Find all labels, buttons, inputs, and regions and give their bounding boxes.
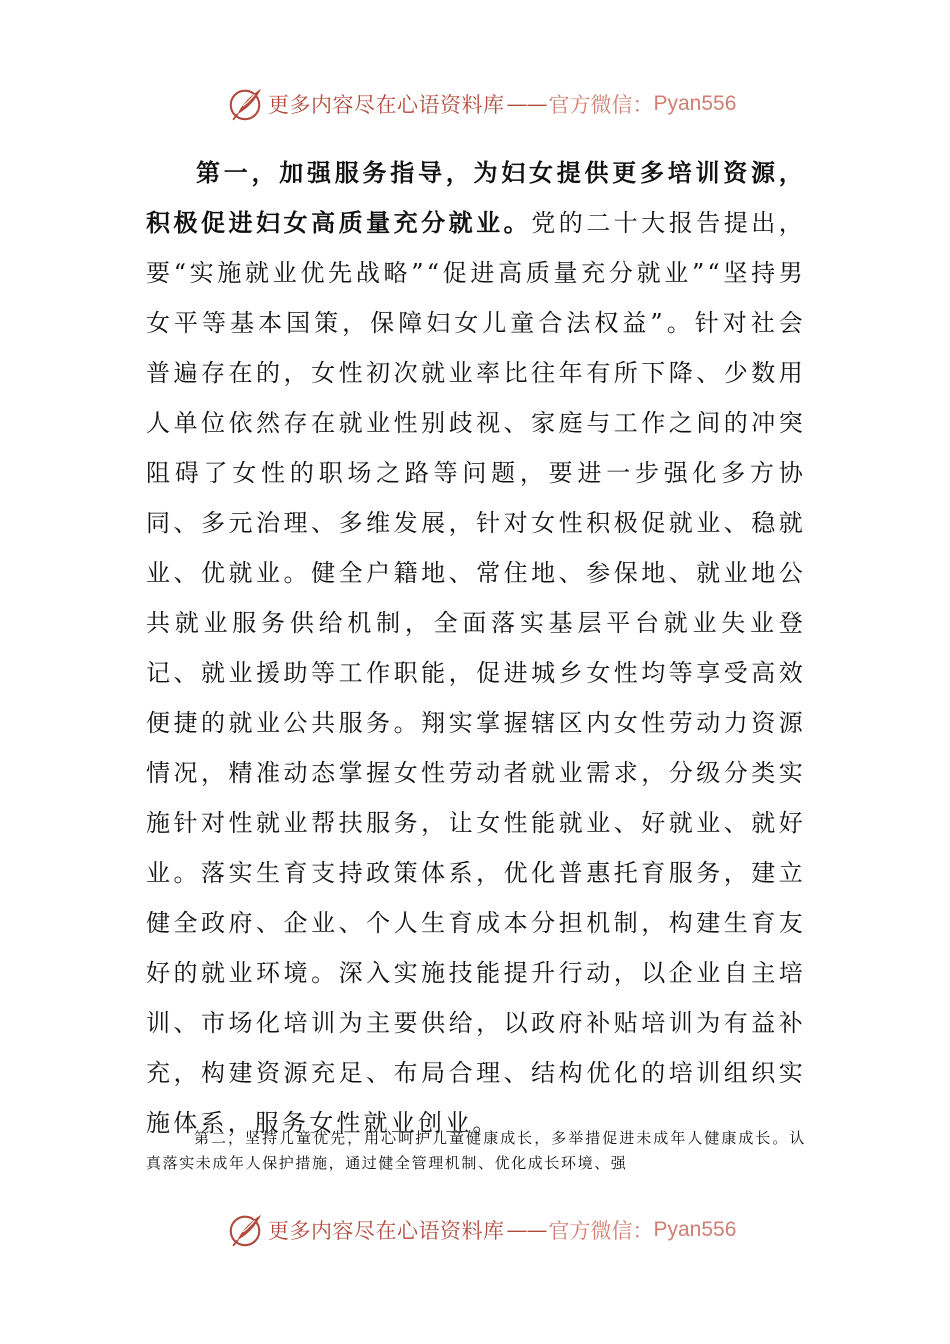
- wechat-id: Pyan556: [653, 92, 737, 115]
- paragraph-one-body: 党的二十大报告提出，要“实施就业优先战略”“促进高质量充分就业”“坚持男女平等基本国策，保障妇女儿童合法权益”。针对社会普遍存在的，女性初次就业率比往年有所下降、少数用人单位依然存在就业性别歧视、家庭与工作之间的冲突阻碍了女性的职场之路等问题，要进一步强化多方协同、多元治理、多维发展，针对女性积极促就业、稳就业、优就业。健全户籍地、常住地、参保地、就业地公共就业服务供给机制，全面落实基层平台就业失业登记、就业援助等工作职能，促进城乡女性均等享受高效便捷的就业公共服务。翔实掌握辖区内女性劳动力资源情况，精准动态掌握女性劳动者就业需求，分级分类实施针对性就业帮扶服务，让女性能就业、好就业、就好业。落实生育支持政策体系，优化普惠托育服务，建立健全政府、企业、个人生育成本分担机制，构建生育友好的就业环境。深入实施技能提升行动，以企业自主培训、市场化培训为主要供给，以政府补贴培训为有益补充，构建资源充足、布局合理、结构优化的培训组织实施体系，服务女性就业创业。: [146, 209, 806, 1137]
- wechat-label: 官方微信：: [548, 93, 654, 117]
- header-banner[interactable]: [226, 84, 736, 124]
- banner-separator: ——: [506, 1218, 547, 1242]
- wechat-id: Pyan556: [653, 1218, 737, 1241]
- quill-logo-icon: [226, 85, 264, 123]
- banner-text: 更多内容尽在心语资料库: [268, 93, 505, 117]
- banner-separator: ——: [506, 92, 547, 116]
- paragraph-one-lead: 第一，加强服务指导，为妇女提供更多培训资源，积极促进妇女高质量充分就业。: [146, 158, 806, 237]
- paragraph-two: 第二，坚持儿童优先，用心呵护儿童健康成长，多举措促进未成年人健康成长。认真落实未成年人保护措施，通过健全管理机制、优化成长环境、强: [146, 1129, 806, 1172]
- wechat-label: 官方微信：: [548, 1219, 654, 1243]
- paragraph-one: [146, 148, 806, 1148]
- banner-text: 更多内容尽在心语资料库: [268, 1219, 505, 1243]
- footer-banner[interactable]: [226, 1210, 736, 1250]
- quill-logo-icon: [226, 1211, 264, 1249]
